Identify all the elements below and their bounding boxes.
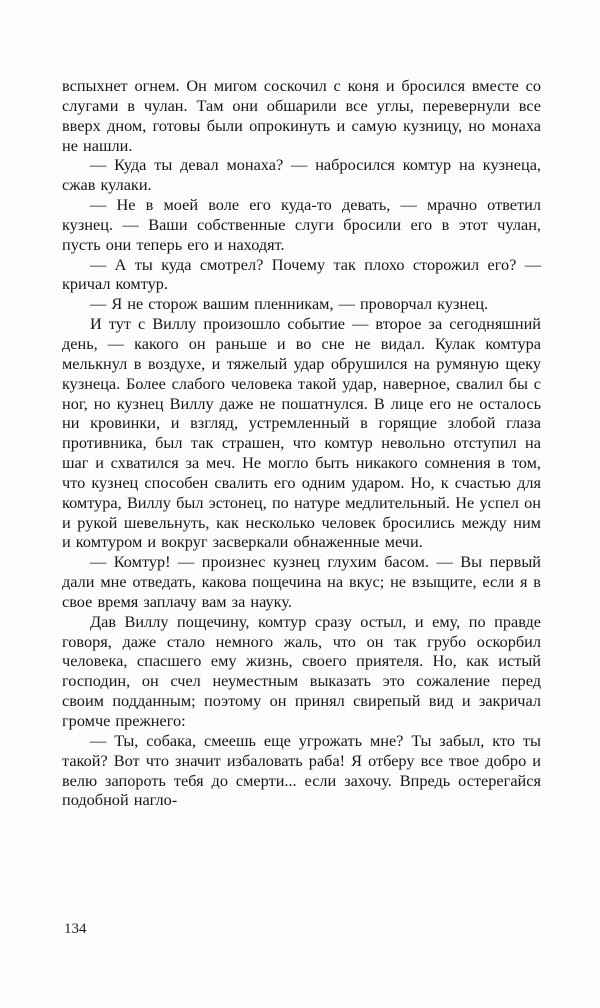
paragraph: И тут с Виллу произошло событие — второе за сегодняшний день, — какого он раньше и во сне не видал. Кулак комтура мелькнул в воздухе, и тяжелый удар обрушился на румяную щеку кузнеца. Более слабого человека такой удар, наверное, свалил бы с ног, но кузнец Виллу даже не пошатнулся. В лице его не осталось ни кровинки, и взгляд, устремленный в горящие злобой глаза противника, был так страшен, что комтур невольно отступил на шаг и схватился за меч. Не могло быть никакого сомнения в том, что кузнец способен свалить его одним ударом. Но, к счастью для комтура, Виллу был эстонец, по натуре медлительный. Не успел он и рукой шевельнуть, как несколько человек бросились между ним и комтуром и вокруг засверкали обнаженные мечи. bbox=[62, 314, 541, 552]
paragraph: — Ты, собака, смеешь еще угрожать мне? Ты забыл, кто ты такой? Вот что значит избаловать раба! Я отберу все твое добро и велю запороть тебя до смерти... если захочу. Впредь остерегайся подобной нагло- bbox=[62, 730, 541, 810]
paragraph: — Не в моей воле его куда-то девать, — мрачно ответил кузнец. — Ваши собственные слуги бросили его в этот чулан, пусть они теперь его и находят. bbox=[62, 195, 541, 254]
paragraph: — Комтур! — произнес кузнец глухим басом. — Вы первый дали мне отведать, какова пощечина на вкус; не взыщите, если я в свое время заплачу вам за науку. bbox=[62, 552, 541, 611]
paragraph: — А ты куда смотрел? Почему так плохо сторожил его? — кричал комтур. bbox=[62, 254, 541, 294]
page-text bbox=[62, 76, 541, 810]
paragraph: — Куда ты девал монаха? — набросился комтур на кузнеца, сжав кулаки. bbox=[62, 155, 541, 195]
page-number: 134 bbox=[64, 921, 87, 937]
paragraph: — Я не сторож вашим пленникам, — проворчал кузнец. bbox=[90, 294, 489, 314]
paragraph: Дав Виллу пощечину, комтур сразу остыл, и ему, по правде говоря, даже стало немного жаль, что он так грубо оскорбил человека, спасшего ему жизнь, своего приятеля. Но, как истый господин, он счел неуместным выказать это сожаление перед своим подданным; поэтому он принял свирепый вид и закричал громче прежнего: bbox=[62, 611, 541, 730]
paragraph: вспыхнет огнем. Он мигом соскочил с коня и бросился вместе со слугами в чулан. Там они обшарили все углы, перевернули все вверх дном, готовы были опрокинуть и самую кузницу, но монаха не нашли. bbox=[62, 76, 541, 155]
